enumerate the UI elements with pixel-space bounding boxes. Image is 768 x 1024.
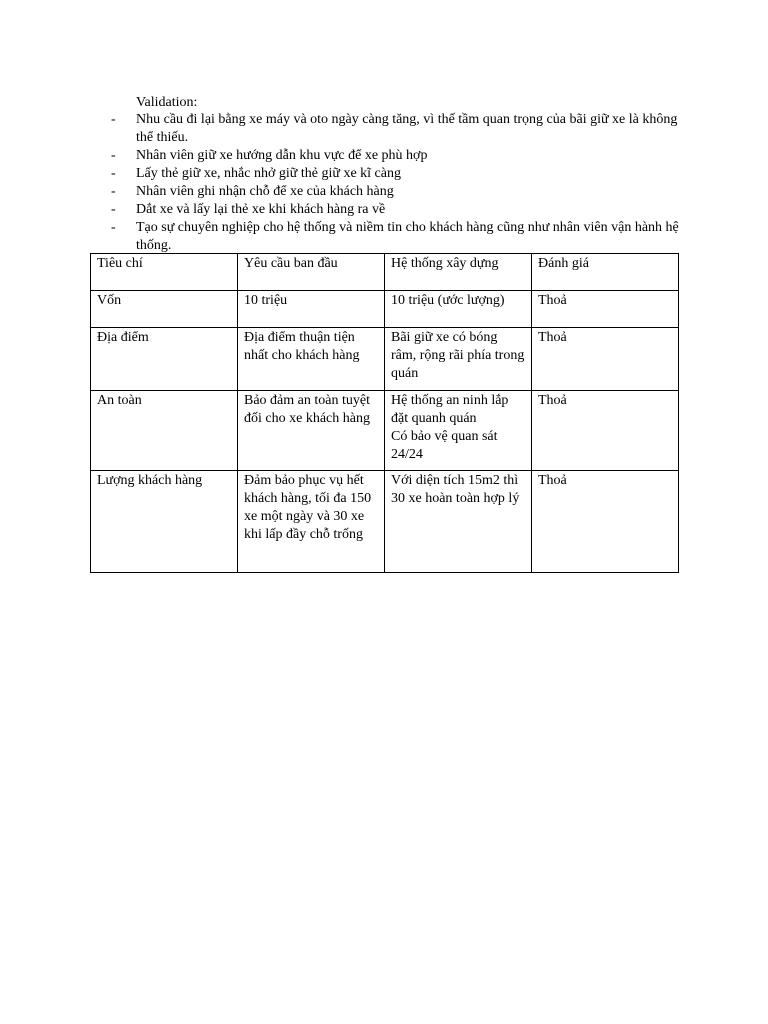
validation-heading: Validation:	[136, 95, 198, 110]
table-row	[91, 328, 679, 391]
header-cell-criteria: Tiêu chí	[91, 254, 238, 291]
bullet-dash: -	[111, 148, 116, 163]
table-cell: Lượng khách hàng	[91, 471, 238, 573]
table-cell: 10 triệu (ước lượng)	[385, 291, 532, 328]
bullet-dash: -	[111, 220, 116, 235]
bullet-item	[0, 147, 682, 165]
bullet-item	[0, 201, 682, 219]
table-cell: Thoả	[532, 471, 679, 573]
table-cell: Thoả	[532, 328, 679, 391]
bullet-text: Nhu cầu đi lại bằng xe máy và oto ngày càng tăng, vì thế tầm quan trọng của bãi giữ xe là không thể thiếu.	[136, 112, 678, 145]
table-cell: Địa điểm thuận tiện nhất cho khách hàng	[238, 328, 385, 391]
header-cell-initial-requirement: Yêu cầu ban đầu	[238, 254, 385, 291]
bullet-dash: -	[111, 202, 116, 217]
bullet-item	[0, 111, 682, 147]
bullet-text: Lấy thẻ giữ xe, nhắc nhở giữ thẻ giữ xe kĩ càng	[136, 166, 401, 181]
header-cell-built-system: Hệ thống xây dựng	[385, 254, 532, 291]
bullet-text: Nhân viên ghi nhận chỗ để xe của khách hàng	[136, 184, 394, 199]
bullet-dash: -	[111, 184, 116, 199]
bullet-item	[0, 165, 682, 183]
bullet-dash: -	[111, 166, 116, 181]
table-cell: Địa điểm	[91, 328, 238, 391]
bullet-item	[0, 183, 682, 201]
bullet-dash: -	[111, 112, 116, 127]
bullet-item	[0, 219, 682, 255]
table-row	[91, 391, 679, 471]
bullet-text: Dắt xe và lấy lại thẻ xe khi khách hàng ra về	[136, 202, 386, 217]
table-cell: Bảo đảm an toàn tuyệt đối cho xe khách hàng	[238, 391, 385, 471]
table-cell: Thoả	[532, 391, 679, 471]
header-cell-assessment: Đánh giá	[532, 254, 679, 291]
validation-bullet-list	[0, 111, 768, 255]
bullet-text: Tạo sự chuyên nghiệp cho hệ thống và niềm tin cho khách hàng cũng như nhân viên vận hành hệ thống.	[136, 220, 679, 253]
evaluation-table	[90, 253, 679, 573]
table-cell: 10 triệu	[238, 291, 385, 328]
table-row	[91, 471, 679, 573]
table-cell: Hệ thống an ninh lắp đặt quanh quán Có bảo vệ quan sát 24/24	[385, 391, 532, 471]
table-cell: Với diện tích 15m2 thì 30 xe hoàn toàn hợp lý	[385, 471, 532, 573]
bullet-text: Nhân viên giữ xe hướng dẫn khu vực để xe phù hợp	[136, 148, 428, 163]
table-header-row	[91, 254, 679, 291]
table-cell: Đảm bảo phục vụ hết khách hàng, tối đa 150 xe một ngày và 30 xe khi lấp đầy chỗ trống	[238, 471, 385, 573]
table-cell: Thoả	[532, 291, 679, 328]
table-cell: Bãi giữ xe có bóng râm, rộng rãi phía trong quán	[385, 328, 532, 391]
table-cell: An toàn	[91, 391, 238, 471]
table-cell: Vốn	[91, 291, 238, 328]
table-row	[91, 291, 679, 328]
